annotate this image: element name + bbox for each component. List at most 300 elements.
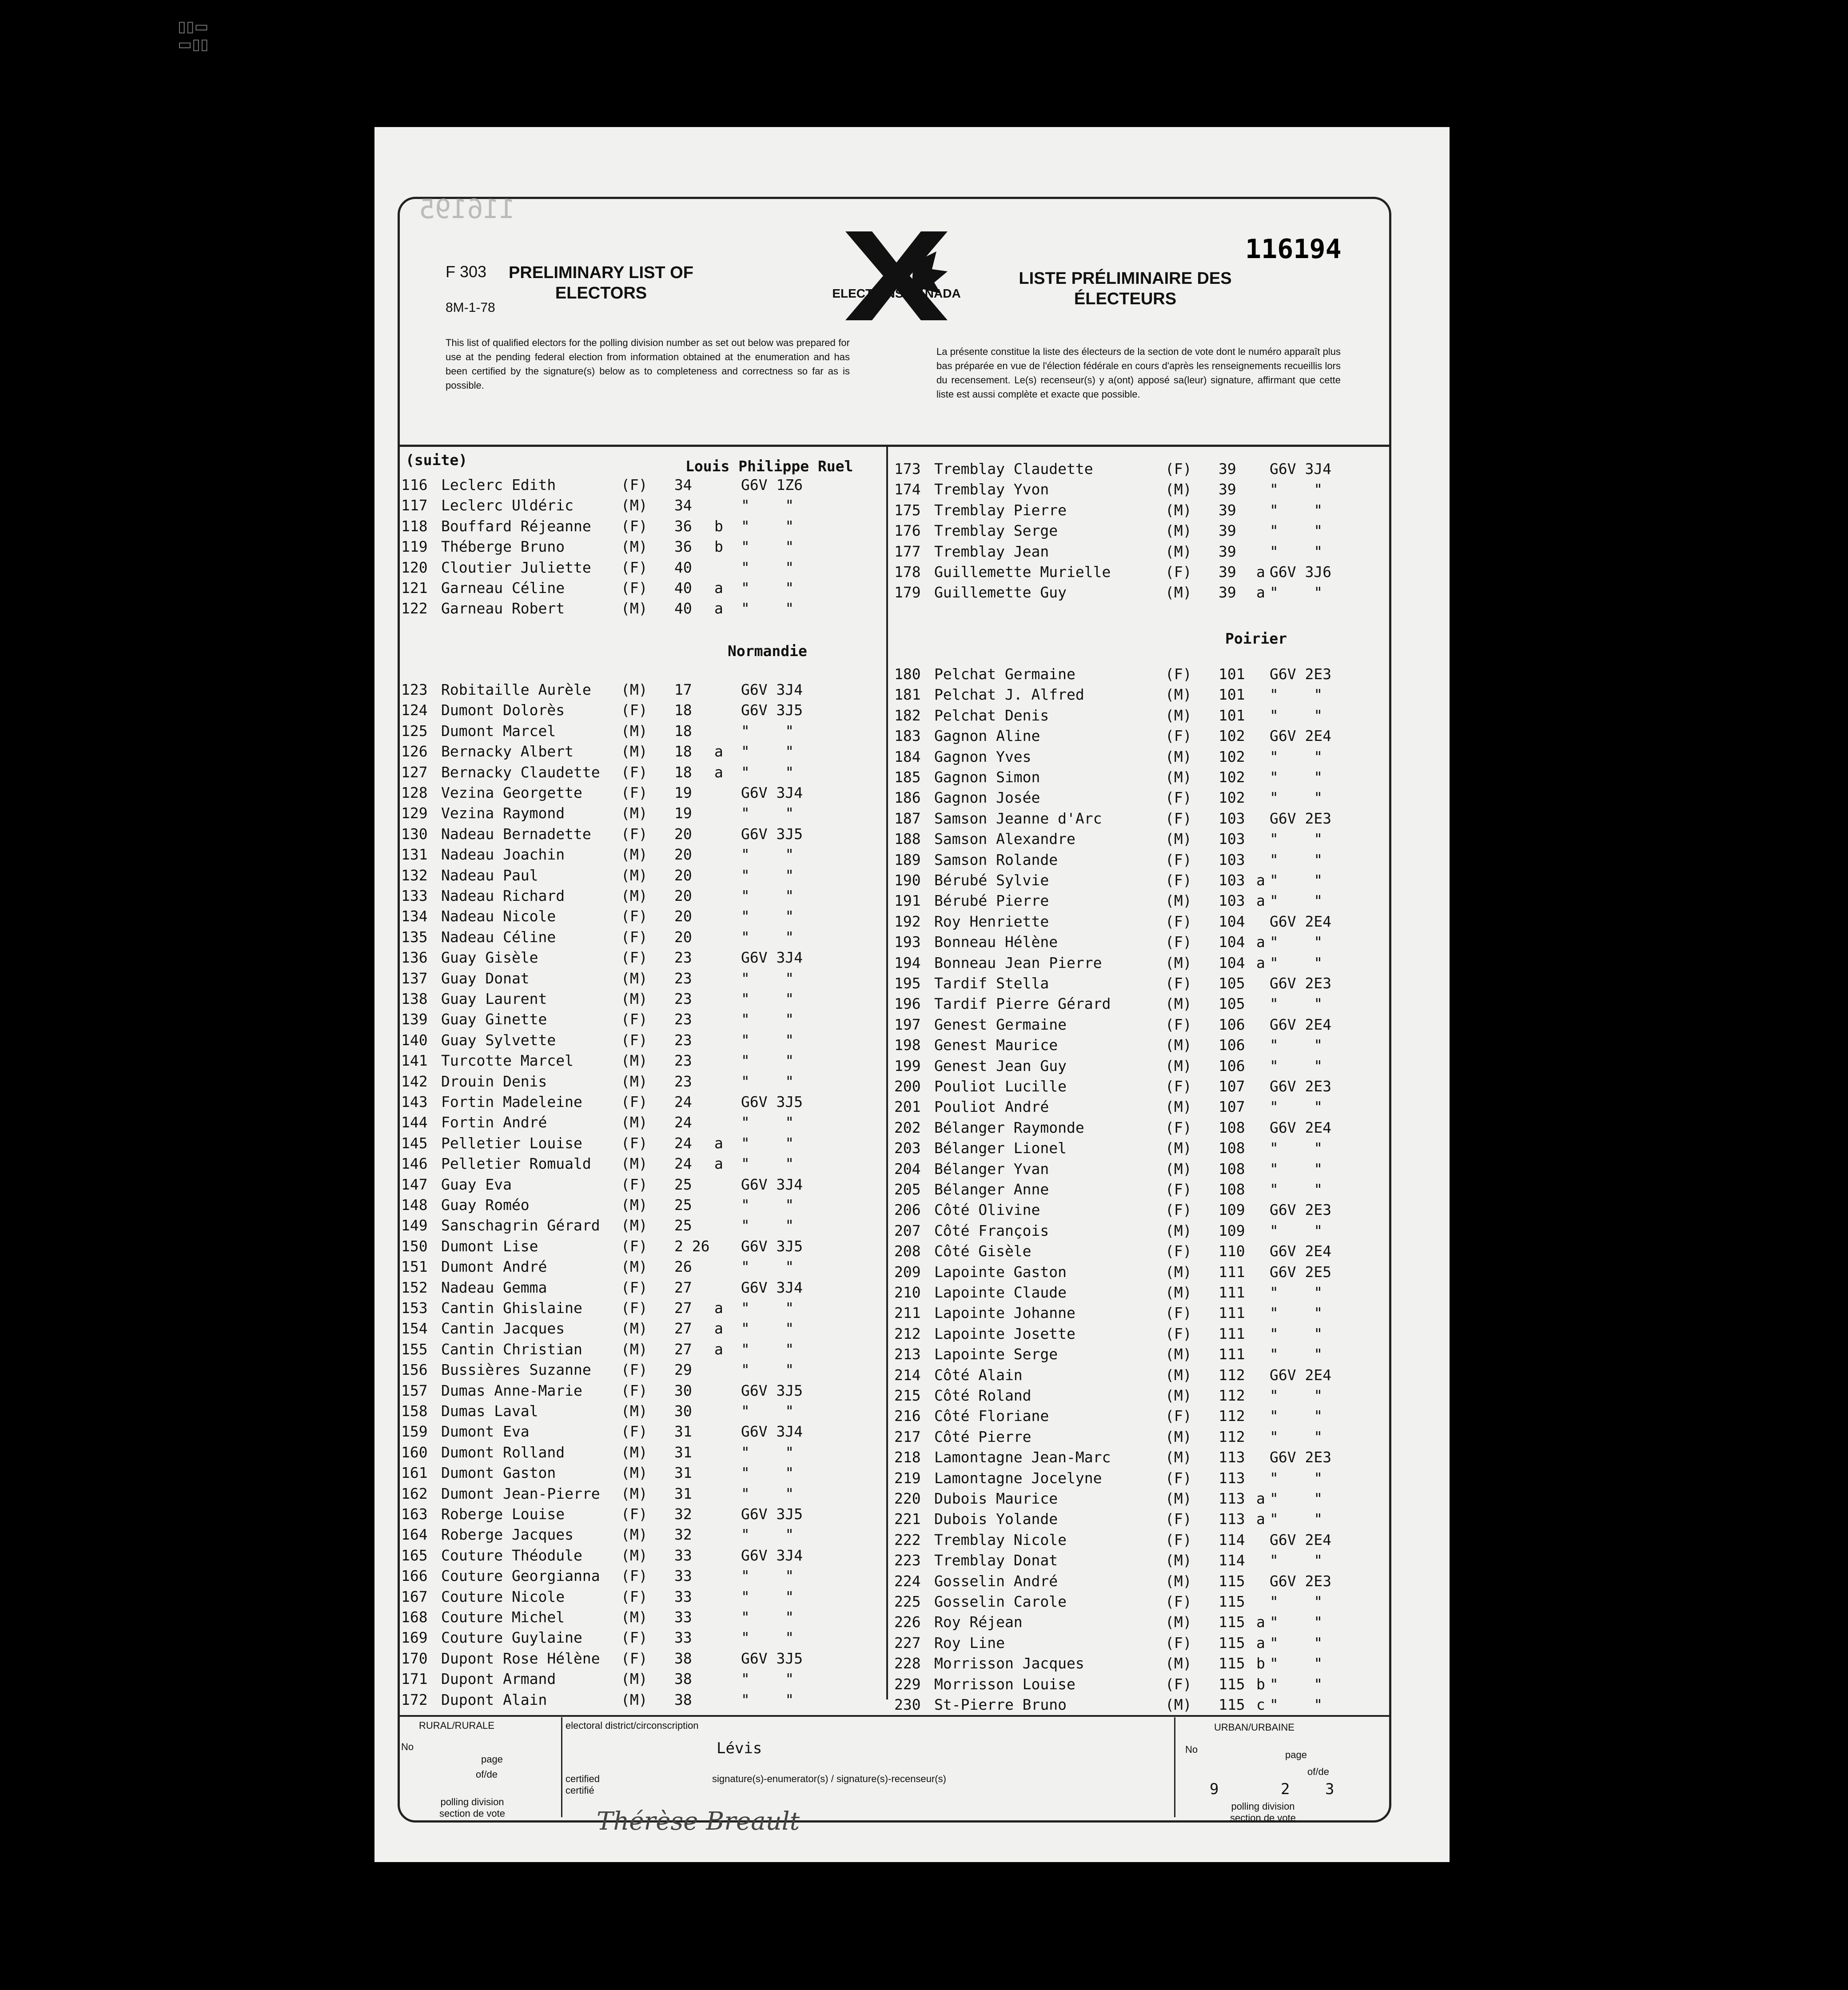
elector-postal-code: " " <box>741 1320 794 1337</box>
elector-number: 215 <box>894 1387 921 1404</box>
elector-postal-code: " " <box>741 1217 794 1234</box>
elector-name: Pelletier Louise <box>441 1134 582 1152</box>
elector-name: Fortin Madeleine <box>441 1093 582 1110</box>
elector-sex: (F) <box>621 1505 648 1523</box>
form-number: F 303 <box>446 263 487 281</box>
elector-name: Tremblay Serge <box>934 522 1058 540</box>
elector-address: 109 <box>1219 1201 1245 1219</box>
elector-address: 30 <box>674 1381 692 1399</box>
elector-postal-code: " " <box>741 579 794 597</box>
elector-address: 102 <box>1219 768 1245 786</box>
elector-number: 170 <box>401 1649 428 1667</box>
elector-name: Guillemette Murielle <box>934 563 1111 581</box>
elector-postal-code: " " <box>741 1072 794 1090</box>
elector-number: 166 <box>401 1567 428 1585</box>
elector-sex: (F) <box>1165 933 1192 951</box>
elector-postal-code: G6V 2E3 <box>1270 809 1332 827</box>
elector-name: Cloutier Juliette <box>441 558 591 576</box>
elector-address: 111 <box>1219 1284 1245 1301</box>
elector-name: Dumont Lise <box>441 1237 538 1255</box>
elector-name: Roberge Louise <box>441 1505 565 1523</box>
elector-number: 200 <box>894 1078 921 1095</box>
elector-name: Lapointe Josette <box>934 1325 1075 1342</box>
elector-sex: (M) <box>621 846 648 864</box>
elector-name: Guay Eva <box>441 1175 512 1193</box>
urban-polling-label: polling division section de vote <box>1230 1801 1296 1823</box>
elector-sex: (M) <box>621 1402 648 1420</box>
elector-address: 18 <box>674 701 692 719</box>
elector-postal-code: G6V 3J5 <box>741 1649 803 1667</box>
elector-sex: (F) <box>1165 975 1192 992</box>
elector-postal-code: " " <box>1270 933 1323 951</box>
elector-postal-code: " " <box>741 600 794 617</box>
elector-number: 128 <box>401 784 428 801</box>
elector-number: 129 <box>401 804 428 822</box>
elector-name: Couture Nicole <box>441 1588 565 1605</box>
elector-sex: (F) <box>1165 1118 1192 1136</box>
elector-sex: (M) <box>1165 1490 1192 1507</box>
elector-postal-code: G6V 2E4 <box>1270 1015 1332 1033</box>
elector-postal-code: " " <box>1270 501 1323 519</box>
elector-address: 111 <box>1219 1325 1245 1342</box>
elector-address: 25 <box>674 1175 692 1193</box>
elector-number: 161 <box>401 1464 428 1482</box>
elector-postal-code: " " <box>741 1031 794 1049</box>
elector-name: Dumont Dolorès <box>441 701 565 719</box>
street-heading-louis-philippe-ruel: Louis Philippe Ruel <box>685 458 853 475</box>
elector-name: Côté Pierre <box>934 1428 1032 1445</box>
elector-postal-code: G6V 2E3 <box>1270 665 1332 683</box>
elector-postal-code: " " <box>741 846 794 864</box>
elector-name: Samson Alexandre <box>934 830 1075 848</box>
elector-apartment: a <box>1256 872 1265 889</box>
elector-address: 107 <box>1219 1098 1245 1116</box>
elector-name: Bélanger Yvan <box>934 1160 1049 1178</box>
elector-number: 142 <box>401 1072 428 1090</box>
elector-postal-code: " " <box>1270 1552 1323 1569</box>
elector-address: 105 <box>1219 995 1245 1013</box>
elector-postal-code: " " <box>741 1608 794 1626</box>
elector-number: 138 <box>401 990 428 1007</box>
elector-number: 203 <box>894 1139 921 1157</box>
elector-address: 101 <box>1219 706 1245 724</box>
urban-polling-no: 9 <box>1210 1780 1219 1798</box>
elector-name: Lamontagne Jean-Marc <box>934 1449 1111 1466</box>
elector-name: Côté Olivine <box>934 1201 1040 1219</box>
elector-address: 103 <box>1219 830 1245 848</box>
elector-postal-code: " " <box>1270 1696 1323 1713</box>
elector-sex: (M) <box>1165 522 1192 540</box>
elector-name: Côté Roland <box>934 1387 1032 1404</box>
elector-number: 199 <box>894 1057 921 1075</box>
elector-name: Dumont André <box>441 1258 547 1276</box>
elector-number: 143 <box>401 1093 428 1110</box>
elector-apartment: a <box>714 763 723 781</box>
elector-name: Sanschagrin Gérard <box>441 1217 600 1234</box>
elector-sex: (M) <box>621 1217 648 1234</box>
elector-sex: (F) <box>1165 912 1192 930</box>
elector-address: 115 <box>1219 1696 1245 1713</box>
elector-postal-code: G6V 3J4 <box>1270 460 1332 478</box>
elector-sex: (M) <box>1165 1613 1192 1631</box>
elector-apartment: a <box>1256 1490 1265 1507</box>
elector-number: 227 <box>894 1634 921 1652</box>
elector-name: Bernacky Albert <box>441 743 574 760</box>
rural-polling-label: polling division section de vote <box>439 1796 505 1819</box>
elector-postal-code: " " <box>741 497 794 514</box>
elector-postal-code: " " <box>741 804 794 822</box>
elector-number: 192 <box>894 912 921 930</box>
elector-name: Couture Guylaine <box>441 1629 582 1647</box>
elector-address: 23 <box>674 1011 692 1028</box>
elector-number: 176 <box>894 522 921 540</box>
elector-address: 111 <box>1219 1304 1245 1322</box>
elector-sex: (M) <box>621 1608 648 1626</box>
elector-postal-code: " " <box>1270 1057 1323 1075</box>
elector-name: Pelchat Denis <box>934 706 1049 724</box>
elector-name: Gagnon Yves <box>934 748 1032 765</box>
elector-address: 39 <box>1219 542 1236 560</box>
elector-apartment: a <box>1256 1634 1265 1652</box>
elector-number: 195 <box>894 975 921 992</box>
elector-name: Dumas Laval <box>441 1402 538 1420</box>
elector-address: 115 <box>1219 1613 1245 1631</box>
elector-postal-code: " " <box>741 1361 794 1379</box>
street-heading-normandie: Normandie <box>728 642 807 660</box>
elector-sex: (M) <box>621 1258 648 1276</box>
elector-postal-code: " " <box>741 743 794 760</box>
street-heading-poirier: Poirier <box>1225 630 1287 647</box>
document-page <box>374 127 1450 1862</box>
elector-address: 106 <box>1219 1015 1245 1033</box>
elector-address: 38 <box>674 1691 692 1708</box>
elector-name: Gagnon Aline <box>934 727 1040 745</box>
elector-apartment: a <box>714 1155 723 1173</box>
header-divider <box>398 445 1389 447</box>
elector-number: 145 <box>401 1134 428 1152</box>
elector-postal-code: G6V 2E3 <box>1270 975 1332 992</box>
elector-name: Côté Alain <box>934 1366 1023 1384</box>
elector-name: Tremblay Donat <box>934 1552 1058 1569</box>
elector-name: Côté Floriane <box>934 1407 1049 1425</box>
elector-name: Tremblay Pierre <box>934 501 1067 519</box>
elector-sex: (F) <box>621 701 648 719</box>
elector-apartment: a <box>1256 954 1265 971</box>
elector-name: Guay Ginette <box>441 1011 547 1028</box>
elector-postal-code: " " <box>1270 1469 1323 1487</box>
elector-address: 115 <box>1219 1675 1245 1693</box>
elector-name: Pelletier Romuald <box>441 1155 591 1173</box>
elector-sex: (M) <box>1165 1222 1192 1239</box>
elector-sex: (F) <box>1165 727 1192 745</box>
elector-name: Bérubé Sylvie <box>934 872 1049 889</box>
elector-name: Théberge Bruno <box>441 538 565 556</box>
elector-address: 113 <box>1219 1490 1245 1507</box>
elector-apartment: a <box>714 600 723 617</box>
elector-number: 180 <box>894 665 921 683</box>
elector-postal-code: " " <box>1270 789 1323 807</box>
elector-name: Bernacky Claudette <box>441 763 600 781</box>
elector-postal-code: " " <box>741 928 794 946</box>
elector-address: 18 <box>674 763 692 781</box>
elector-sex: (M) <box>621 990 648 1007</box>
elector-name: Tremblay Jean <box>934 542 1049 560</box>
elector-sex: (F) <box>621 949 648 967</box>
elector-postal-code: " " <box>741 763 794 781</box>
elector-postal-code: " " <box>741 1299 794 1317</box>
elector-number: 184 <box>894 748 921 765</box>
elector-number: 147 <box>401 1175 428 1193</box>
elector-sex: (M) <box>1165 1449 1192 1466</box>
elector-sex: (F) <box>621 1093 648 1110</box>
elector-number: 156 <box>401 1361 428 1379</box>
elector-address: 40 <box>674 579 692 597</box>
elector-postal-code: " " <box>1270 954 1323 971</box>
elector-postal-code: G6V 2E4 <box>1270 912 1332 930</box>
elector-apartment: b <box>714 517 723 535</box>
elector-number: 133 <box>401 887 428 904</box>
elector-address: 24 <box>674 1134 692 1152</box>
elector-postal-code: G6V 3J5 <box>741 701 803 719</box>
rural-page-label: page <box>481 1754 503 1765</box>
elector-name: Tremblay Yvon <box>934 481 1049 498</box>
elector-number: 207 <box>894 1222 921 1239</box>
elector-apartment: a <box>714 1134 723 1152</box>
elector-address: 112 <box>1219 1407 1245 1425</box>
elector-number: 229 <box>894 1675 921 1693</box>
elector-number: 206 <box>894 1201 921 1219</box>
elector-postal-code: G6V 3J5 <box>741 1505 803 1523</box>
elector-sex: (F) <box>621 907 648 925</box>
elector-name: Vezina Raymond <box>441 804 565 822</box>
elector-name: Dupont Armand <box>441 1670 556 1688</box>
elector-address: 104 <box>1219 912 1245 930</box>
elector-name: Cantin Ghislaine <box>441 1299 582 1317</box>
elector-name: Dumont Marcel <box>441 722 556 740</box>
elector-apartment: b <box>1256 1675 1265 1693</box>
elector-number: 153 <box>401 1299 428 1317</box>
elector-address: 115 <box>1219 1655 1245 1672</box>
elector-name: Guay Roméo <box>441 1196 530 1214</box>
elector-postal-code: " " <box>1270 851 1323 868</box>
elector-name: Lapointe Johanne <box>934 1304 1075 1322</box>
elector-sex: (M) <box>1165 768 1192 786</box>
elector-sex: (M) <box>621 1072 648 1090</box>
elector-postal-code: " " <box>741 907 794 925</box>
elector-sex: (M) <box>1165 1139 1192 1157</box>
elector-number: 131 <box>401 846 428 864</box>
form-date: 8M-1-78 <box>446 300 495 315</box>
elector-sex: (F) <box>1165 1531 1192 1548</box>
elector-number: 189 <box>894 851 921 868</box>
elector-address: 24 <box>674 1093 692 1110</box>
elector-postal-code: " " <box>741 1402 794 1420</box>
elector-sex: (F) <box>1165 1015 1192 1033</box>
elector-name: Samson Rolande <box>934 851 1058 868</box>
elector-sex: (M) <box>621 1196 648 1214</box>
elector-postal-code: " " <box>1270 995 1323 1013</box>
elector-postal-code: " " <box>1270 706 1323 724</box>
elector-name: Bouffard Réjeanne <box>441 517 591 535</box>
elector-postal-code: " " <box>1270 1036 1323 1054</box>
elector-address: 115 <box>1219 1634 1245 1652</box>
elector-sex: (M) <box>621 743 648 760</box>
elector-apartment: c <box>1256 1696 1265 1713</box>
elector-sex: (F) <box>621 1278 648 1296</box>
elector-name: Bélanger Lionel <box>934 1139 1067 1157</box>
elector-number: 130 <box>401 825 428 843</box>
elector-number: 127 <box>401 763 428 781</box>
elector-postal-code: G6V 3J4 <box>741 949 803 967</box>
elector-address: 113 <box>1219 1510 1245 1528</box>
elector-sex: (F) <box>621 1011 648 1028</box>
elector-number: 150 <box>401 1237 428 1255</box>
elector-postal-code: " " <box>741 558 794 576</box>
elector-postal-code: G6V 2E4 <box>1270 1118 1332 1136</box>
elector-address: 19 <box>674 804 692 822</box>
elector-sex: (F) <box>1165 563 1192 581</box>
elector-postal-code: G6V 3J5 <box>741 1381 803 1399</box>
elector-number: 204 <box>894 1160 921 1178</box>
elector-postal-code: G6V 3J4 <box>741 1423 803 1441</box>
elector-number: 125 <box>401 722 428 740</box>
elector-number: 196 <box>894 995 921 1013</box>
elector-sex: (F) <box>621 476 648 494</box>
elector-number: 213 <box>894 1345 921 1363</box>
elector-postal-code: " " <box>1270 1160 1323 1178</box>
elector-sex: (M) <box>1165 1036 1192 1054</box>
elector-name: Pelchat Germaine <box>934 665 1075 683</box>
elector-number: 151 <box>401 1258 428 1276</box>
elector-number: 123 <box>401 681 428 698</box>
elector-address: 104 <box>1219 954 1245 971</box>
elector-address: 114 <box>1219 1552 1245 1569</box>
elector-number: 181 <box>894 686 921 704</box>
elector-sex: (F) <box>1165 1675 1192 1693</box>
elector-sex: (M) <box>1165 1428 1192 1445</box>
elector-name: Tremblay Claudette <box>934 460 1093 478</box>
elector-postal-code: " " <box>1270 1181 1323 1198</box>
elector-name: Genest Germaine <box>934 1015 1067 1033</box>
district-label: electoral district/circonscription <box>566 1720 699 1731</box>
elector-sex: (M) <box>1165 995 1192 1013</box>
elector-sex: (M) <box>1165 706 1192 724</box>
elector-sex: (F) <box>1165 851 1192 868</box>
elector-address: 108 <box>1219 1139 1245 1157</box>
elector-number: 146 <box>401 1155 428 1173</box>
elector-address: 31 <box>674 1443 692 1461</box>
elector-apartment: b <box>1256 1655 1265 1672</box>
elector-name: Guay Donat <box>441 969 530 987</box>
elector-number: 141 <box>401 1052 428 1070</box>
elector-postal-code: " " <box>1270 1428 1323 1445</box>
elector-apartment: a <box>1256 933 1265 951</box>
elector-sex: (M) <box>1165 501 1192 519</box>
elector-address: 113 <box>1219 1469 1245 1487</box>
elector-sex: (M) <box>1165 748 1192 765</box>
elector-postal-code: G6V 3J4 <box>741 681 803 698</box>
elector-postal-code: " " <box>1270 1387 1323 1404</box>
elector-name: Guillemette Guy <box>934 584 1067 601</box>
elector-postal-code: " " <box>1270 872 1323 889</box>
intro-french: La présente constitue la liste des électeurs de la section de vote dont le numéro apparaît plus bas préparée en vue de l'élection fédérale en cours d'après les renseignements recueillis lors du recensement. Le(s) recenseur(s) y a(ont) apposé sa(leur) signature, affirmant que cette liste est aussi complète et exacte que possible. <box>936 346 1341 400</box>
elector-sex: (M) <box>621 969 648 987</box>
elector-number: 223 <box>894 1552 921 1569</box>
elector-postal-code: " " <box>1270 1510 1323 1528</box>
elector-apartment: a <box>714 579 723 597</box>
elector-name: Guay Gisèle <box>441 949 538 967</box>
elector-postal-code: " " <box>741 1052 794 1070</box>
rural-label: RURAL/RURALE <box>419 1720 494 1731</box>
elector-number: 140 <box>401 1031 428 1049</box>
elector-name: Dupont Alain <box>441 1691 547 1708</box>
elector-postal-code: G6V 2E4 <box>1270 1366 1332 1384</box>
elector-sex: (M) <box>621 1464 648 1482</box>
elector-number: 222 <box>894 1531 921 1548</box>
elector-number: 134 <box>401 907 428 925</box>
elector-sex: (F) <box>621 1381 648 1399</box>
elector-postal-code: " " <box>1270 522 1323 540</box>
elector-sex: (F) <box>1165 1181 1192 1198</box>
elector-name: Tremblay Nicole <box>934 1531 1067 1548</box>
elector-sex: (F) <box>621 1649 648 1667</box>
elector-address: 112 <box>1219 1428 1245 1445</box>
elector-name: Garneau Robert <box>441 600 565 617</box>
elector-apartment: a <box>714 1299 723 1317</box>
rural-of-label: of/de <box>476 1769 498 1780</box>
elector-number: 183 <box>894 727 921 745</box>
elector-number: 214 <box>894 1366 921 1384</box>
elector-number: 193 <box>894 933 921 951</box>
elector-sex: (F) <box>1165 789 1192 807</box>
rural-no-label: No <box>401 1741 414 1752</box>
elector-sex: (F) <box>621 763 648 781</box>
elector-postal-code: " " <box>1270 1098 1323 1116</box>
elector-apartment: a <box>1256 892 1265 910</box>
elector-name: Nadeau Bernadette <box>441 825 591 843</box>
elector-name: Nadeau Nicole <box>441 907 556 925</box>
title-english: PRELIMINARY LIST OF ELECTORS <box>509 263 693 302</box>
elector-number: 119 <box>401 538 428 556</box>
elector-name: Bonneau Jean Pierre <box>934 954 1102 971</box>
elector-address: 36 <box>674 517 692 535</box>
elector-number: 122 <box>401 600 428 617</box>
elector-postal-code: " " <box>741 1485 794 1502</box>
elector-address: 27 <box>674 1299 692 1317</box>
elector-name: Couture Théodule <box>441 1546 582 1564</box>
elector-number: 197 <box>894 1015 921 1033</box>
elector-name: Côté Gisèle <box>934 1242 1032 1260</box>
elector-sex: (F) <box>1165 1469 1192 1487</box>
elector-postal-code: " " <box>1270 481 1323 498</box>
elector-address: 20 <box>674 825 692 843</box>
elector-postal-code: " " <box>741 1155 794 1173</box>
elector-postal-code: G6V 3J5 <box>741 825 803 843</box>
elector-sex: (F) <box>1165 1634 1192 1652</box>
elector-address: 26 <box>674 1258 692 1276</box>
elector-name: Roy Line <box>934 1634 1005 1652</box>
elector-address: 19 <box>674 784 692 801</box>
elector-name: Côté François <box>934 1222 1049 1239</box>
signature-label: signature(s)-enumerator(s) / signature(s)-recenseur(s) <box>712 1773 946 1784</box>
elector-address: 106 <box>1219 1057 1245 1075</box>
elector-number: 175 <box>894 501 921 519</box>
elector-address: 39 <box>1219 481 1236 498</box>
elector-name: Vezina Georgette <box>441 784 582 801</box>
elector-sex: (M) <box>1165 830 1192 848</box>
elector-postal-code: " " <box>1270 1407 1323 1425</box>
elector-name: Tardif Stella <box>934 975 1049 992</box>
